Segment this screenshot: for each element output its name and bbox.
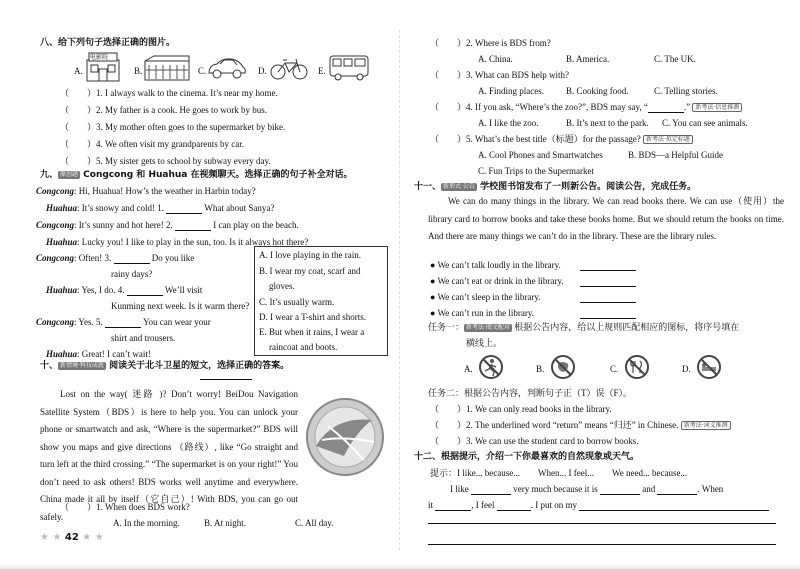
right-page xyxy=(400,0,800,569)
q1-option-b: B. At night. xyxy=(204,518,247,528)
q2-option-b: B. America. xyxy=(566,54,610,64)
task-1-cont: 横线上。 xyxy=(466,338,503,348)
s8-item-4: （ ）4. We often visit my grandparents by car. xyxy=(60,139,244,149)
tech-tag: 新情境·科技成就 xyxy=(60,361,104,369)
rule-2: ● We can’t eat or drink in the library. xyxy=(430,276,564,286)
q1-option-a: A. In the morning. xyxy=(113,518,180,528)
tf-item-3: （ ）3. We can use the student card to borrow books. xyxy=(430,436,639,446)
bus-picture xyxy=(328,54,370,82)
question-2: （ ）2. Where is BDS from? xyxy=(430,38,551,48)
option-e-label: E. xyxy=(318,66,326,76)
no-talk-icon xyxy=(550,354,576,380)
q5-option-b: B. BDS—a Helpful Guide xyxy=(628,150,723,160)
word-meaning-tag: 新考法·词义推测 xyxy=(681,421,731,430)
q4-option-c: C. You can see animals. xyxy=(662,118,748,128)
dialogue-line: Huahua: Lucky you! I like to play in the sun, too. Is it always hot there? xyxy=(46,237,309,247)
no-food-icon xyxy=(624,354,650,380)
page-bottom-shadow xyxy=(0,563,800,569)
no-run-icon xyxy=(478,354,504,380)
answer-line[interactable] xyxy=(580,318,636,319)
option-a-label: A. xyxy=(74,66,83,76)
rule-1: ● We can’t talk loudly in the library. xyxy=(430,260,561,270)
section-9-title: 九、 原创题 Congcong 和 Huahua 在视频聊天。选择正确的句子补全对话。 xyxy=(40,170,353,180)
bds-passage: Lost on the way( 迷路 )? Don’t worry! BeiDou Navigation Satellite System（BDS）is here to help you. You can unlock your phone or smartwatch and ask, “Where is the supermarket?” BDS will show you maps and give directions （路线）, like “Go straight and turn left at the third crossing.” “The supermarket is on your right!” You don’t need to ask others! BDS works well anytime and everywhere. China made it all by itself（它自己）! With BDS, you can go out safely. xyxy=(40,389,298,522)
beidou-logo xyxy=(304,396,386,478)
question-5: （ ）5. What’s the best title（标题）for the passage? 新考法·拟定标题 xyxy=(430,134,693,145)
s8-item-3: （ ）3. My mother often goes to the supermarket by bike. xyxy=(60,122,286,132)
q3-option-a: A. Finding places. xyxy=(478,86,544,96)
match-tag: 新考法·图文配对 xyxy=(466,323,510,331)
q5-option-a: A. Cool Phones and Smartwatches xyxy=(478,150,603,160)
dialogue-line: Kunming next week. Is it warm there? xyxy=(111,301,250,311)
dialogue-line: Congcong: It’s sunny and hot here! 2. I can play on the beach. xyxy=(36,220,299,230)
answer-line[interactable] xyxy=(580,270,636,271)
option-c-label: C. xyxy=(198,66,207,76)
dialogue-line: shirt and trousers. xyxy=(111,333,176,343)
s8-item-1: （ ）1. I always walk to the cinema. It’s near my home. xyxy=(60,88,278,98)
box-option: raincoat and boots. xyxy=(269,342,338,352)
dialogue-line: Congcong: Yes. 5. You can wear your xyxy=(36,317,211,327)
dialogue-line: Congcong: Hi, Huahua! How’s the weather in Harbin today? xyxy=(36,186,256,196)
section-8-title: 八、给下列句子选择正确的图片。 xyxy=(40,38,176,48)
question-4: （ ）4. If you ask, “Where’s the zoo?”, BDS may say, “ .” 新考法·信息推测 xyxy=(430,102,742,113)
passage-title-line xyxy=(200,379,252,380)
rule-4: ● We can’t run in the library. xyxy=(430,308,535,318)
notice-tag: 新形式·公告 xyxy=(443,182,475,190)
writing-line-2: it , I feel . I put on my xyxy=(428,500,769,511)
writing-hint: 提示：I like... because... When... I feel... We need... because... xyxy=(430,468,688,478)
task-1: 任务一： 新考法·图文配对 根据公告内容，给以上规则匹配相应的图标，将序号填在 xyxy=(428,322,740,332)
box-option: B. I wear my coat, scarf and xyxy=(259,266,361,276)
library-notice: We can do many things in the library. We can read books there. We can use（使用）the library card to borrow books and take these books home. But we should return the books on time. And there are many things we can’t do in the library. These are the library rules. xyxy=(428,196,784,241)
box-option: C. It’s usually warm. xyxy=(259,297,335,307)
box-option: D. I wear a T-shirt and shorts. xyxy=(259,312,366,322)
original-tag: 原创题 xyxy=(60,170,79,178)
box-option: A. I love playing in the rain. xyxy=(259,250,361,260)
answer-line[interactable] xyxy=(580,286,636,287)
options-box xyxy=(254,246,388,356)
bike-picture xyxy=(270,58,308,80)
dialogue-line: Huahua: Yes, I do. 4. We’ll visit xyxy=(46,285,203,295)
box-option: E. But when it rains, I wear a xyxy=(259,327,365,337)
q2-option-a: A. China. xyxy=(478,54,513,64)
writing-line-4[interactable] xyxy=(428,544,776,545)
dialogue-line: rainy days? xyxy=(111,269,153,279)
section-11-title: 十一、 新形式·公告 学校图书馆发布了一则新公告。阅读公告，完成任务。 xyxy=(414,182,697,192)
icon-a-label: A. xyxy=(464,364,473,374)
q3-option-c: C. Telling stories. xyxy=(654,86,718,96)
tf-item-2: （ ）2. The underlined word “return” means “归还” in Chinese. 新考法·词义推测 xyxy=(430,420,731,431)
answer-line[interactable] xyxy=(580,302,636,303)
section-12-title: 十二、根据提示，介绍一下你最喜欢的自然现象或天气。 xyxy=(414,452,640,462)
task-2: 任务二：根据公告内容，判断句子正（T）误（F）。 xyxy=(428,388,633,398)
tf-item-1: （ ）1. We can only read books in the library. xyxy=(430,404,612,414)
writing-line-3[interactable] xyxy=(428,523,776,524)
cinema-sign: 电影院 xyxy=(90,54,109,61)
inference-tag: 新考法·信息推测 xyxy=(692,103,742,112)
question-1: （ ）1. When does BDS work? xyxy=(60,502,190,512)
icon-d-label: D. xyxy=(682,364,691,374)
no-sleep-icon xyxy=(696,354,722,380)
option-d-label: D. xyxy=(258,66,267,76)
icon-c-label: C. xyxy=(610,364,619,374)
q5-option-c: C. Fun Trips to the Supermarket xyxy=(478,166,595,176)
writing-line-1: I like very much because it is and . When xyxy=(450,484,724,494)
q1-option-c: C. All day. xyxy=(295,518,334,528)
rule-3: ● We can’t sleep in the library. xyxy=(430,292,541,302)
page-number: ★ ★ 42 ★ ★ xyxy=(40,532,104,543)
q2-option-c: C. The UK. xyxy=(654,54,696,64)
supermarket-picture xyxy=(144,55,190,81)
section-10-title: 十、 新情境·科技成就 阅读关于北斗卫星的短文，选择正确的答案。 xyxy=(40,361,290,371)
title-tag: 新考法·拟定标题 xyxy=(643,135,693,144)
question-3: （ ）3. What can BDS help with? xyxy=(430,70,569,80)
q3-option-b: B. Cooking food. xyxy=(566,86,629,96)
dialogue-line: Congcong: Often! 3. Do you like xyxy=(36,253,195,263)
box-option: gloves. xyxy=(269,281,295,291)
s8-item-2: （ ）2. My father is a cook. He goes to work by bus. xyxy=(60,105,267,115)
s8-item-5: （ ）5. My sister gets to school by subway every day. xyxy=(60,156,271,166)
dialogue-line: Huahua: It’s snowy and cold! 1. What about Sanya? xyxy=(46,203,275,213)
car-picture xyxy=(207,58,247,80)
q4-option-b: B. It’s next to the park. xyxy=(566,118,649,128)
option-b-label: B. xyxy=(134,66,143,76)
icon-b-label: B. xyxy=(536,364,545,374)
q4-option-a: A. I like the zoo. xyxy=(478,118,539,128)
dialogue-line: Huahua: Great! I can’t wait! xyxy=(46,349,151,359)
